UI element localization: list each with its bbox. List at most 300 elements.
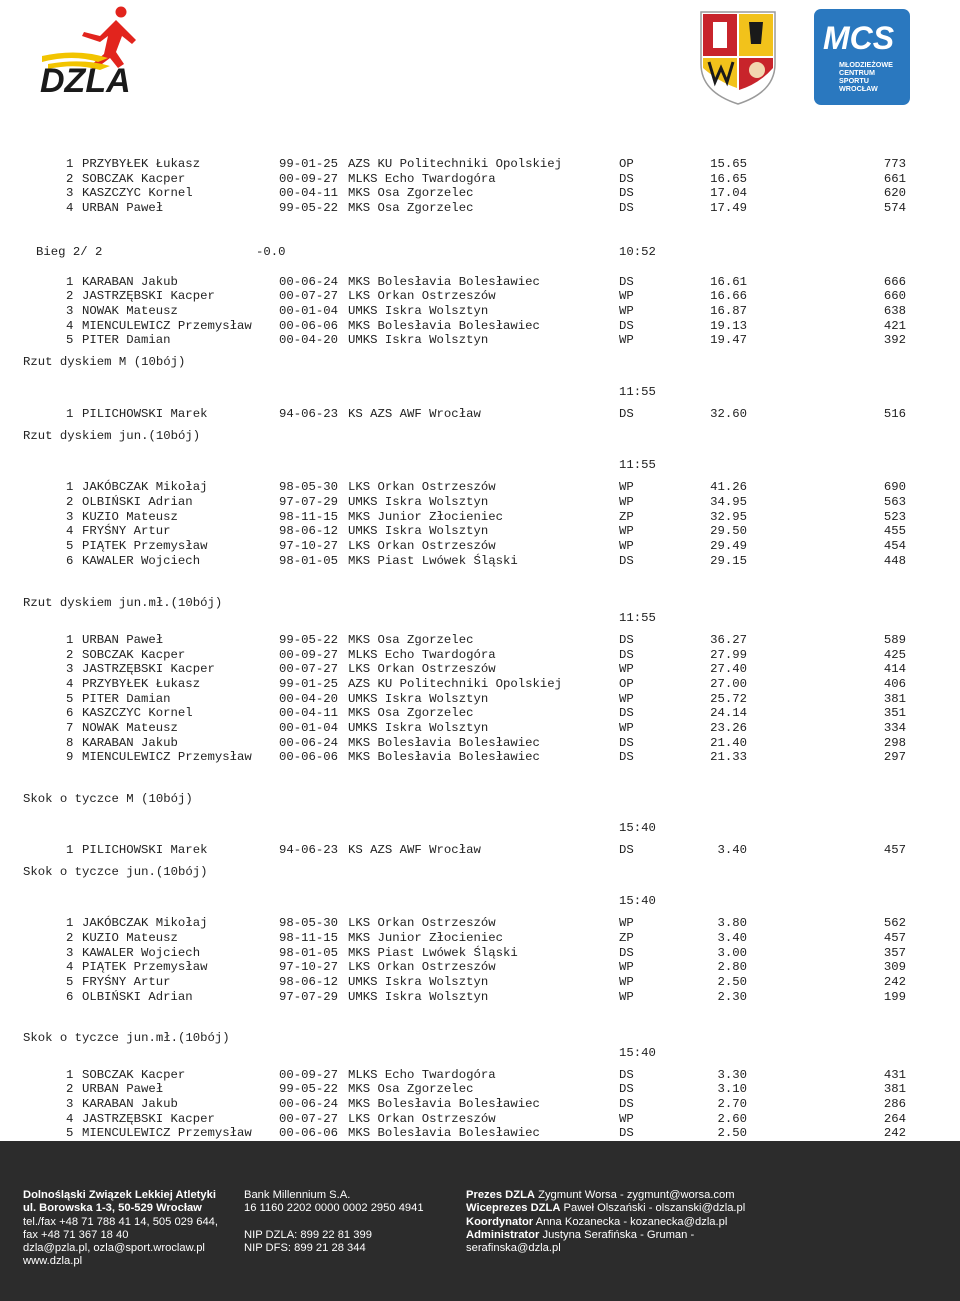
result-athlete-name: KAWALER Wojciech [82,553,201,568]
result-athlete-name: JASTRZĘBSKI Kacper [82,289,215,304]
result-place: 2 [66,171,74,186]
result-points: 425 [883,647,906,662]
result-club: UMKS Iskra Wolsztyn [348,691,489,706]
result-club: KS AZS AWF Wrocław [348,406,481,421]
result-result: 2.50 [717,1126,747,1141]
result-region: WP [619,916,634,931]
result-points: 298 [883,735,906,750]
result-birth-date: 98-06-12 [279,975,339,990]
result-row [0,706,960,721]
result-points: 454 [883,538,906,553]
result-club: MKS Piast Lwówek Śląski [348,553,518,568]
result-club: MKS Bolesłavia Bolesławiec [348,318,540,333]
result-row [0,319,960,334]
result-region: DS [619,750,634,765]
result-place: 3 [66,1097,74,1111]
spacer [0,806,960,821]
result-region: OP [619,157,634,171]
footer-line [244,1242,424,1255]
result-row [0,186,960,201]
footer-text: tel./fax +48 71 788 41 14, 505 029 644, [23,1215,219,1228]
result-region: DS [619,1067,634,1082]
result-region: DS [619,647,634,662]
result-place: 1 [66,632,74,647]
result-result: 41.26 [710,480,747,495]
result-birth-date: 98-01-05 [279,553,339,568]
result-region: DS [619,1082,634,1097]
result-place: 7 [66,721,74,735]
footer-role: Wiceprezes DZLA [466,1202,561,1215]
result-club: LKS Orkan Ostrzeszów [348,662,496,677]
result-place: 2 [66,494,74,509]
result-club: LKS Orkan Ostrzeszów [348,960,496,975]
result-athlete-name: FRYŚNY Artur [82,975,171,990]
result-points: 242 [883,975,906,990]
result-region: ZP [619,509,634,524]
result-row [0,407,960,422]
wind-reading: -0.0 [256,245,286,260]
result-birth-date: 00-07-27 [279,662,339,677]
result-place: 1 [66,274,74,289]
result-place: 1 [66,842,74,857]
result-place: 8 [66,735,74,750]
result-birth-date: 00-07-27 [279,1111,339,1126]
event-heading [0,1031,960,1046]
result-athlete-name: KARABAN Jakub [82,1097,178,1111]
result-birth-date: 97-07-29 [279,989,339,1004]
result-club: LKS Orkan Ostrzeszów [348,289,496,304]
spacer [0,1060,960,1067]
footer-role: Administrator [466,1228,540,1241]
result-birth-date: 98-11-15 [279,931,339,946]
dzla-logo [38,6,160,98]
footer-text: ul. Borowska 1-3, 50-529 Wrocław [23,1202,202,1215]
result-result: 2.30 [717,989,747,1004]
result-points: 574 [883,201,906,216]
mcs-sub-4: WROCŁAW [839,84,878,93]
result-place: 6 [66,989,74,1004]
result-points: 457 [883,931,906,946]
result-club: UMKS Iskra Wolsztyn [348,333,489,348]
result-athlete-name: PRZYBYŁEK Łukasz [82,157,201,171]
result-region: DS [619,706,634,721]
result-place: 6 [66,706,74,721]
result-birth-date: 99-05-22 [279,1082,339,1097]
result-result: 3.40 [717,931,747,946]
result-club: KS AZS AWF Wrocław [348,842,481,857]
result-birth-date: 00-04-11 [279,706,339,721]
result-athlete-name: JASTRZĘBSKI Kacper [82,1111,215,1126]
footer-text: 16 1160 2202 0000 0002 2950 4941 [244,1202,424,1215]
result-row [0,931,960,946]
result-birth-date: 00-04-20 [279,333,339,348]
result-place: 4 [66,201,74,216]
result-points: 589 [883,632,906,647]
page-header [0,0,960,120]
spacer [0,583,960,596]
result-birth-date: 97-07-29 [279,494,339,509]
result-place: 3 [66,509,74,524]
footer-line [466,1202,745,1215]
start-time: 15:40 [619,1045,656,1060]
result-row [0,172,960,187]
footer-line [244,1202,424,1215]
result-birth-date: 00-01-04 [279,721,339,735]
result-region: DS [619,1097,634,1111]
spacer [0,1004,960,1019]
result-place: 1 [66,406,74,421]
result-points: 297 [883,750,906,765]
footer-text: fax +48 71 367 18 40 [23,1228,129,1241]
result-points: 414 [883,662,906,677]
spacer [0,216,960,231]
result-birth-date: 00-06-06 [279,750,339,765]
result-region: WP [619,480,634,495]
time-row [0,611,960,626]
result-points: 351 [883,706,906,721]
result-row [0,750,960,765]
result-place: 6 [66,553,74,568]
result-region: WP [619,691,634,706]
footer-role: Koordynator [466,1215,534,1228]
result-result: 3.00 [717,945,747,960]
result-points: 620 [883,186,906,201]
result-club: UMKS Iskra Wolsztyn [348,989,489,1004]
result-region: WP [619,960,634,975]
spacer [0,765,960,780]
result-region: WP [619,662,634,677]
result-region: ZP [619,931,634,946]
result-row [0,843,960,858]
result-row [0,1126,960,1141]
result-athlete-name: PITER Damian [82,691,171,706]
result-points: 666 [883,274,906,289]
result-athlete-name: PITER Damian [82,333,171,348]
result-points: 516 [883,406,906,421]
result-result: 27.99 [710,647,747,662]
result-region: DS [619,1126,634,1141]
result-row [0,539,960,554]
result-birth-date: 00-06-24 [279,1097,339,1111]
result-birth-date: 00-09-27 [279,647,339,662]
result-points: 264 [883,1111,906,1126]
result-points: 660 [883,289,906,304]
result-points: 199 [883,989,906,1004]
result-place: 1 [66,480,74,495]
result-birth-date: 98-05-30 [279,916,339,931]
result-row [0,554,960,569]
result-birth-date: 97-10-27 [279,960,339,975]
heat-row [0,245,960,260]
result-points: 334 [883,721,906,735]
result-place: 2 [66,1082,74,1097]
result-result: 19.13 [710,318,747,333]
result-row [0,1082,960,1097]
result-birth-date: 94-06-23 [279,406,339,421]
footer-value: Zygmunt Worsa - zygmunt@worsa.com [538,1189,735,1201]
footer-text: Bank Millennium S.A. [244,1189,351,1201]
result-row [0,736,960,751]
result-result: 29.15 [710,553,747,568]
result-athlete-name: KAWALER Wojciech [82,945,201,960]
result-athlete-name: JAKÓBCZAK Mikołaj [82,480,208,495]
result-row [0,960,960,975]
result-athlete-name: PIĄTEK Przemysław [82,960,208,975]
spacer [0,421,960,428]
spacer [0,230,960,245]
result-points: 661 [883,171,906,186]
result-athlete-name: PRZYBYŁEK Łukasz [82,676,201,691]
result-result: 17.04 [710,186,747,201]
result-points: 242 [883,1126,906,1141]
spacer [0,568,960,583]
start-time: 15:40 [619,820,656,835]
result-athlete-name: KUZIO Mateusz [82,931,178,946]
spacer [0,370,960,385]
result-result: 16.65 [710,171,747,186]
result-place: 9 [66,750,74,765]
result-club: UMKS Iskra Wolsztyn [348,303,489,318]
result-club: MKS Bolesłavia Bolesławiec [348,735,540,750]
footer-text: Dolnośląski Związek Lekkiej Atletyki [23,1189,216,1201]
footer-bank [244,1189,424,1255]
result-birth-date: 94-06-23 [279,842,339,857]
result-athlete-name: PIĄTEK Przemysław [82,538,208,553]
result-region: WP [619,494,634,509]
result-result: 32.60 [710,406,747,421]
result-result: 27.00 [710,676,747,691]
result-points: 523 [883,509,906,524]
result-place: 5 [66,975,74,990]
result-club: UMKS Iskra Wolsztyn [348,494,489,509]
result-region: DS [619,553,634,568]
result-club: LKS Orkan Ostrzeszów [348,1111,496,1126]
result-club: AZS KU Politechniki Opolskiej [348,157,563,171]
event-title: Rzut dyskiem M (10bój) [23,355,186,370]
footer-officials [466,1189,745,1255]
result-athlete-name: KUZIO Mateusz [82,509,178,524]
result-points: 773 [883,157,906,171]
result-place: 2 [66,931,74,946]
result-place: 5 [66,1126,74,1141]
result-athlete-name: NOWAK Mateusz [82,303,178,318]
result-points: 309 [883,960,906,975]
result-athlete-name: URBAN Paweł [82,1082,164,1097]
result-birth-date: 00-06-06 [279,318,339,333]
result-birth-date: 00-06-24 [279,735,339,750]
result-region: DS [619,186,634,201]
result-place: 4 [66,318,74,333]
result-club: MKS Osa Zgorzelec [348,706,474,721]
result-club: MKS Bolesłavia Bolesławiec [348,1097,540,1111]
result-club: MLKS Echo Twardogóra [348,647,496,662]
footer-line [466,1189,745,1202]
spacer [0,1019,960,1031]
result-place: 2 [66,647,74,662]
result-region: OP [619,676,634,691]
footer-line [23,1255,218,1268]
result-points: 392 [883,333,906,348]
event-heading [0,865,960,880]
start-time: 11:55 [619,610,656,625]
result-athlete-name: KARABAN Jakub [82,274,178,289]
result-result: 2.70 [717,1097,747,1111]
result-club: LKS Orkan Ostrzeszów [348,916,496,931]
result-points: 455 [883,524,906,539]
result-points: 421 [883,318,906,333]
result-birth-date: 99-01-25 [279,676,339,691]
result-region: DS [619,406,634,421]
result-club: MKS Bolesłavia Bolesławiec [348,1126,540,1141]
footer-line [23,1202,218,1215]
result-result: 21.40 [710,735,747,750]
result-points: 381 [883,691,906,706]
result-region: WP [619,1111,634,1126]
result-result: 15.65 [710,157,747,171]
result-place: 4 [66,676,74,691]
result-birth-date: 00-06-24 [279,274,339,289]
result-club: MKS Osa Zgorzelec [348,201,474,216]
result-athlete-name: FRYŚNY Artur [82,524,171,539]
footer-line [23,1216,218,1229]
result-region: WP [619,538,634,553]
result-region: DS [619,201,634,216]
result-club: MKS Osa Zgorzelec [348,186,474,201]
mcs-logo [814,9,910,105]
result-club: MKS Bolesłavia Bolesławiec [348,274,540,289]
result-row [0,1112,960,1127]
event-heading [0,792,960,807]
result-club: MLKS Echo Twardogóra [348,171,496,186]
result-points: 431 [883,1067,906,1082]
footer-line [23,1229,218,1242]
result-points: 357 [883,945,906,960]
result-row [0,275,960,290]
result-athlete-name: SOBCZAK Kacper [82,171,186,186]
result-result: 2.60 [717,1111,747,1126]
start-time: 11:55 [619,458,656,473]
result-club: MKS Piast Lwówek Śląski [348,945,518,960]
result-region: DS [619,945,634,960]
spacer [0,260,960,275]
result-points: 381 [883,1082,906,1097]
result-row [0,975,960,990]
result-row [0,480,960,495]
result-club: LKS Orkan Ostrzeszów [348,538,496,553]
result-birth-date: 99-01-25 [279,157,339,171]
spacer [0,836,960,843]
footer-text: NIP DFS: 899 21 28 344 [244,1242,366,1255]
result-club: MKS Osa Zgorzelec [348,1082,474,1097]
result-points: 406 [883,676,906,691]
result-result: 3.30 [717,1067,747,1082]
result-place: 1 [66,1067,74,1082]
result-region: DS [619,735,634,750]
result-row [0,304,960,319]
footer-line [244,1216,424,1229]
page-footer [0,1141,960,1301]
result-result: 24.14 [710,706,747,721]
result-region: DS [619,632,634,647]
result-row [0,662,960,677]
result-result: 16.61 [710,274,747,289]
start-time: 15:40 [619,894,656,909]
start-time: 10:52 [619,245,656,260]
result-athlete-name: URBAN Paweł [82,632,164,647]
event-title: Skok o tyczce M (10bój) [23,791,193,806]
result-region: WP [619,303,634,318]
result-result: 19.47 [710,333,747,348]
result-row [0,1068,960,1083]
spacer [0,880,960,895]
event-title: Rzut dyskiem jun.mł.(10bój) [23,596,223,611]
time-row [0,1046,960,1061]
result-result: 2.50 [717,975,747,990]
result-club: AZS KU Politechniki Opolskiej [348,676,563,691]
result-athlete-name: NOWAK Mateusz [82,721,178,735]
mcs-sub-3: SPORTU [839,76,869,85]
footer-value: Anna Kozanecka - kozanecka@dzla.pl [535,1215,728,1228]
result-birth-date: 98-06-12 [279,524,339,539]
result-points: 690 [883,480,906,495]
result-points: 457 [883,842,906,857]
spacer [0,858,960,865]
result-result: 36.27 [710,632,747,647]
result-row [0,333,960,348]
result-region: WP [619,289,634,304]
result-result: 16.66 [710,289,747,304]
result-athlete-name: SOBCZAK Kacper [82,1067,186,1082]
result-region: WP [619,721,634,735]
result-birth-date: 00-01-04 [279,303,339,318]
footer-line [23,1242,218,1255]
result-result: 3.40 [717,842,747,857]
result-birth-date: 00-04-20 [279,691,339,706]
result-points: 562 [883,916,906,931]
result-club: UMKS Iskra Wolsztyn [348,975,489,990]
results-list [0,157,960,1185]
result-points: 286 [883,1097,906,1111]
result-region: DS [619,318,634,333]
result-place: 4 [66,960,74,975]
result-row [0,721,960,736]
result-athlete-name: MIENCULEWICZ Przemysław [82,318,252,333]
result-birth-date: 00-06-06 [279,1126,339,1141]
result-region: DS [619,274,634,289]
result-points: 638 [883,303,906,318]
result-athlete-name: KASZCZYC Kornel [82,706,193,721]
event-heading [0,429,960,444]
result-athlete-name: PILICHOWSKI Marek [82,406,208,421]
result-row [0,1097,960,1112]
footer-line [244,1189,424,1202]
result-row [0,916,960,931]
footer-line [244,1229,424,1242]
result-region: DS [619,842,634,857]
result-result: 29.50 [710,524,747,539]
result-birth-date: 00-09-27 [279,171,339,186]
result-athlete-name: OLBIŃSKI Adrian [82,989,193,1004]
result-club: MKS Osa Zgorzelec [348,632,474,647]
time-row [0,385,960,400]
result-region: DS [619,171,634,186]
result-place: 5 [66,538,74,553]
result-row [0,677,960,692]
result-place: 1 [66,157,74,171]
result-row [0,692,960,707]
mcs-initials: MCS [823,20,895,56]
footer-line [466,1216,745,1229]
